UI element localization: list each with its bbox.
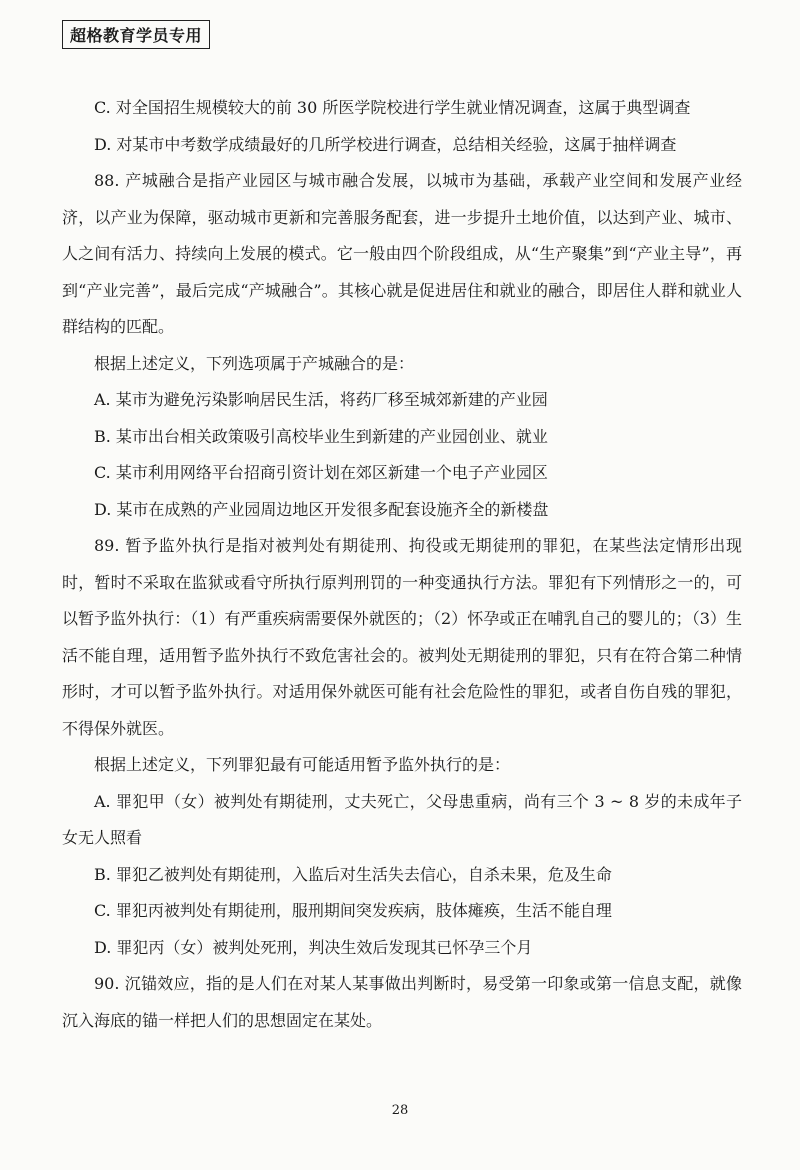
option-a-q89: A. 罪犯甲（女）被判处有期徒刑，丈夫死亡，父母患重病，尚有三个 3 ~ 8 岁的未成年子女无人照看 [62,791,742,847]
option-c-q88: C. 某市利用网络平台招商引资计划在郊区新建一个电子产业园区 [94,463,548,482]
option-a-q88: A. 某市为避免污染影响居民生活，将药厂移至城郊新建的产业园 [94,390,548,409]
question-89-prompt: 根据上述定义，下列罪犯最有可能适用暂予监外执行的是： [94,755,511,774]
option-d-q87: D. 对某市中考数学成绩最好的几所学校进行调查，总结相关经验，这属于抽样调查 [94,134,677,154]
question-88-definition: 88. 产城融合是指产业园区与城市融合发展，以城市为基础，承载产业空间和发展产业经济，以产业为保障，驱动城市更新和完善服务配套，进一步提升土地价值，以达到产业、城市、人之间有活力、持续向上发展的模式。它一般由四个阶段组成，从“生产聚集”到“产业主导”，再到“产业完善”，最后完成“产城融合”。其核心就是促进居住和就业的融合，即居住人群和就业人群结构的匹配。 [62,171,742,336]
option-b-q88: B. 某市出台相关政策吸引高校毕业生到新建的产业园创业、就业 [94,426,548,446]
option-c-q89: C. 罪犯丙被判处有期徒刑，服刑期间突发疾病，肢体瘫痪，生活不能自理 [94,901,612,920]
option-d-q88: D. 某市在成熟的产业园周边地区开发很多配套设施齐全的新楼盘 [94,499,549,519]
question-89-definition: 89. 暂予监外执行是指对被判处有期徒刑、拘役或无期徒刑的罪犯，在某些法定情形出现时，暂时不采取在监狱或看守所执行原判刑罚的一种变通执行方法。罪犯有下列情形之一的，可以暂予监外执行：（1）有严重疾病需要保外就医的；（2）怀孕或正在哺乳自己的婴儿的；（3）生活不能自理，适用暂予监外执行不致危害社会的。被判处无期徒刑的罪犯，只有在符合第二种情形时，才可以暂予监外执行。对适用保外就医可能有社会危险性的罪犯，或者自伤自残的罪犯，不得保外就医。 [62,536,742,738]
page-number: 28 [391,1103,409,1118]
question-88-prompt: 根据上述定义，下列选项属于产城融合的是： [94,353,415,373]
watermark-stamp: 超格教育学员专用 [62,20,210,49]
question-90-definition: 90. 沉锚效应，指的是人们在对某人某事做出判断时，易受第一印象或第一信息支配，就像沉入海底的锚一样把人们的思想固定在某处。 [62,974,742,1030]
option-d-q89: D. 罪犯丙（女）被判处死刑，判决生效后发现其已怀孕三个月 [94,937,533,957]
document-body [62,90,742,1039]
option-b-q89: B. 罪犯乙被判处有期徒刑，入监后对生活失去信心，自杀未果，危及生命 [94,864,612,884]
option-c-q87: C. 对全国招生规模较大的前 30 所医学院校进行学生就业情况调查，这属于典型调查 [94,98,691,117]
